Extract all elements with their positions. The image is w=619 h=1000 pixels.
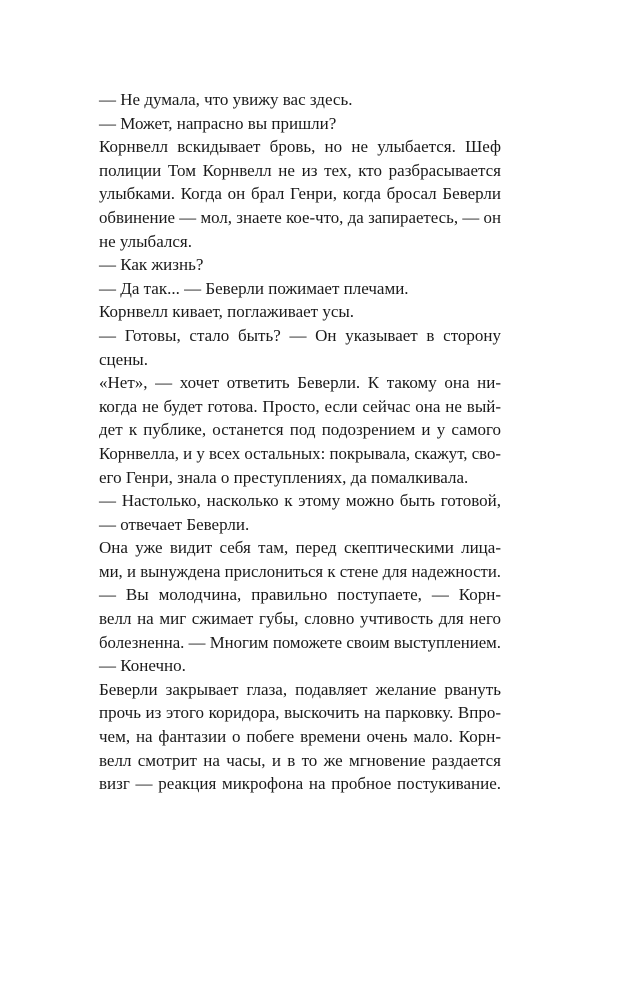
text-line: — отвечает Беверли. (99, 514, 250, 534)
text-line: — Настолько, насколько к этому можно быть готовой, (99, 491, 501, 511)
text-line: Беверли закрывает глаза, подавляет желание рвануть (99, 679, 501, 699)
text-line: ми, и вынуждена прислониться к стене для надежности. (99, 561, 501, 581)
text-line: — Вы молодчина, правильно поступаете, — Корн- (99, 585, 501, 605)
text-line: — Готовы, стало быть? — Он указывает в сторону (99, 325, 501, 345)
text-line: — Не думала, что увижу вас здесь. (99, 90, 353, 109)
text-line: велл на миг сжимает губы, словно учтивость для него (99, 609, 501, 629)
text-line: Корнвелла, и у всех остальных: покрывала, скажут, сво- (99, 443, 501, 463)
text-line: визг — реакция микрофона на пробное постукивание. (99, 774, 501, 794)
text-line: — Может, напрасно вы пришли? (99, 113, 337, 133)
text-line: полиции Том Корнвелл не из тех, кто разбрасывается (99, 160, 501, 180)
text-line: — Да так... — Беверли пожимает плечами. (99, 278, 409, 298)
text-line: улыбками. Когда он брал Генри, когда бросал Беверли (99, 184, 501, 204)
text-line: сцены. (99, 349, 148, 369)
text-line: прочь из этого коридора, выскочить на парковку. Впро- (99, 703, 501, 723)
text-line: обвинение — мол, знаете кое-что, да запираетесь, — он (99, 207, 501, 227)
text-line: не улыбался. (99, 231, 192, 251)
text-line: «Нет», — хочет ответить Беверли. К такому она ни- (99, 373, 501, 393)
text-line: велл смотрит на часы, и в то же мгновение раздается (99, 750, 501, 770)
text-line: его Генри, знала о преступлениях, да помалкивала. (99, 467, 469, 487)
text-line: дет к публике, останется под подозрением и у самого (99, 420, 501, 440)
text-line: — Как жизнь? (99, 255, 204, 275)
text-line: Корнвелл вскидывает бровь, но не улыбается. Шеф (99, 137, 501, 157)
text-line: болезненна. — Многим поможете своим выступлением. (99, 632, 501, 652)
text-line: когда не будет готова. Просто, если сейчас она не вый- (99, 396, 501, 416)
text-line: Она уже видит себя там, перед скептическими лица- (99, 538, 501, 558)
text-line: чем, на фантазии о побеге времени очень мало. Корн- (99, 727, 501, 747)
text-line: — Конечно. (99, 656, 186, 676)
text-line: Корнвелл кивает, поглаживает усы. (99, 302, 355, 322)
body-text (99, 88, 501, 796)
